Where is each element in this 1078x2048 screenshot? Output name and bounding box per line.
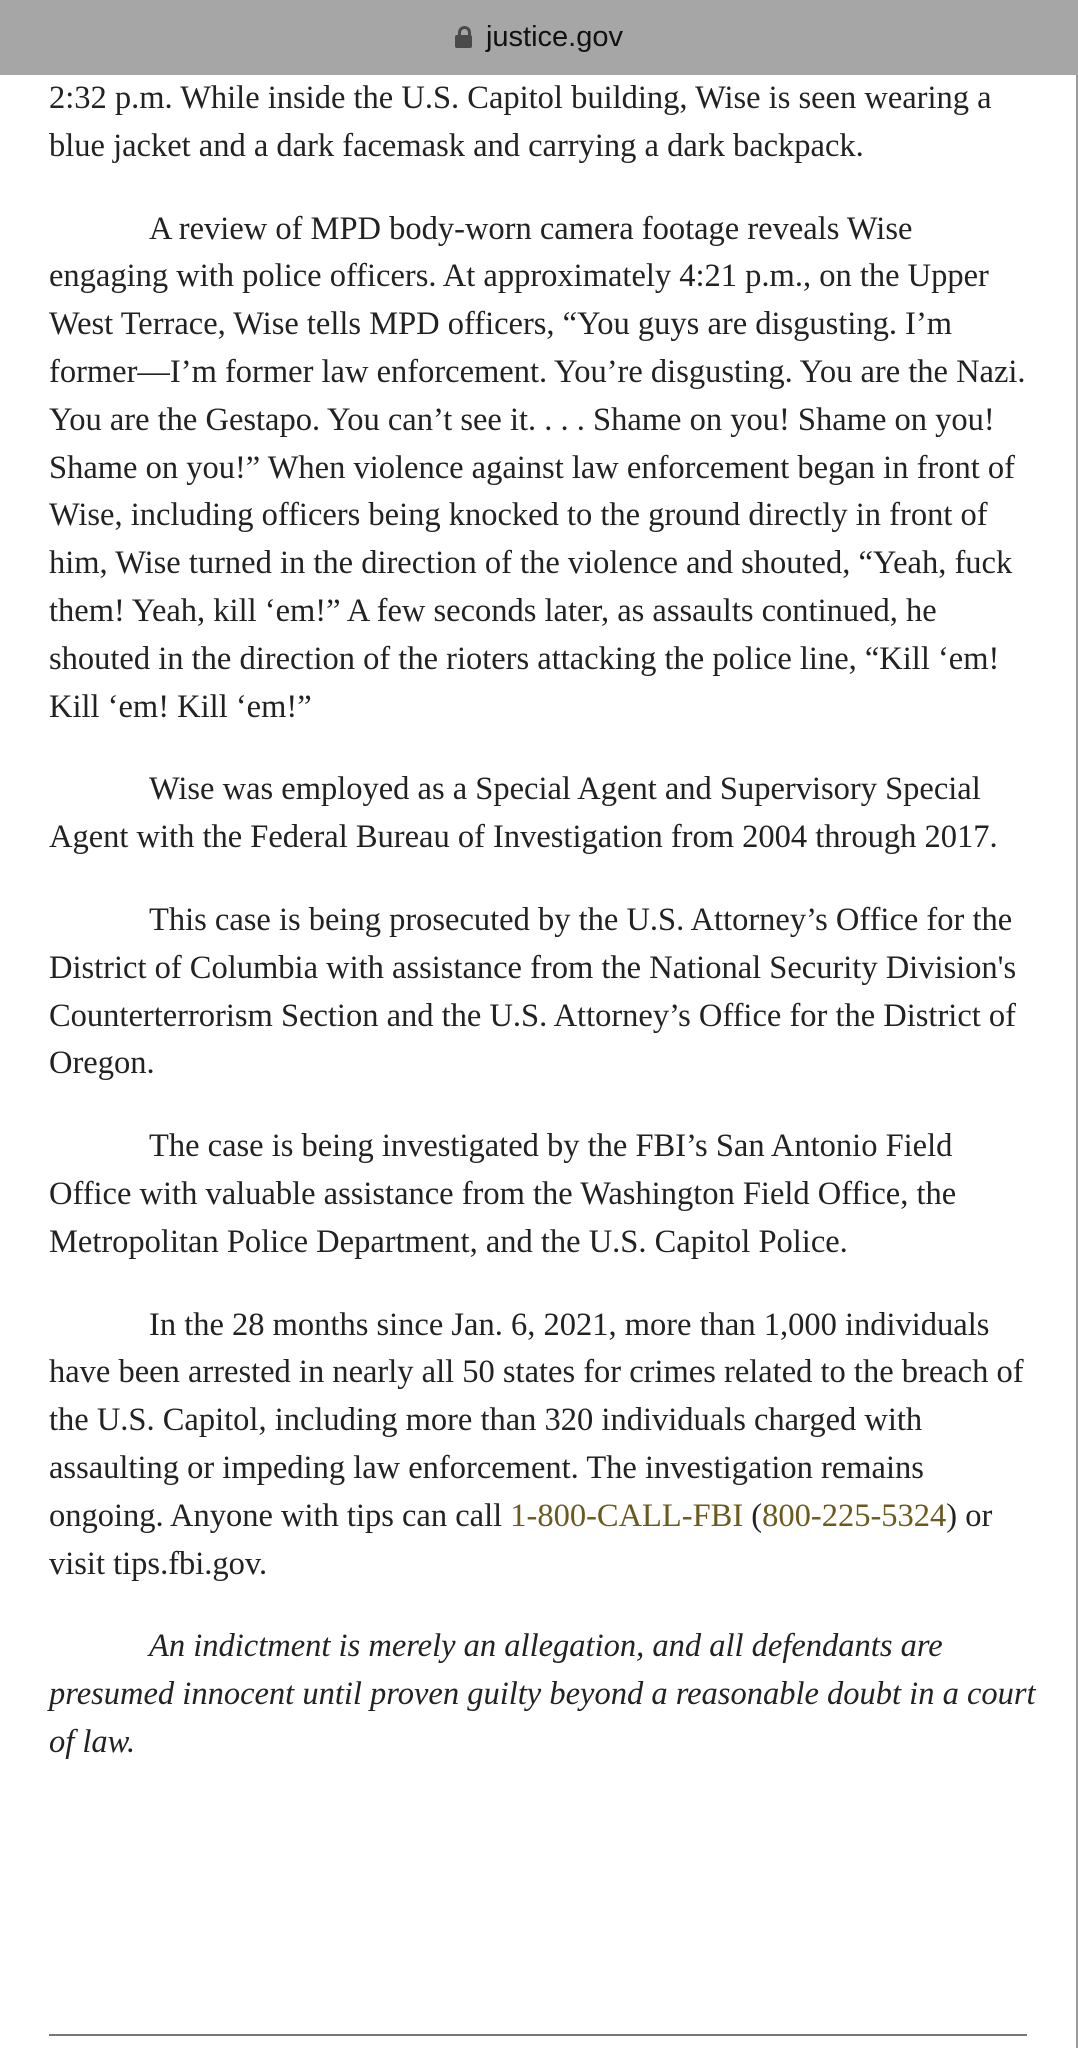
article-paragraph: The case is being investigated by the FBI’s San Antonio Field Office with valuable assistance from the Washington Field Office, the Metropolitan Police Department, and the U.S. Capitol Police. <box>49 1128 957 1260</box>
lock-icon <box>455 26 472 48</box>
tips-text: In the 28 months since Jan. 6, 2021, more than 1,000 individuals have been arrested in nearly all 50 states for crimes related to the breach of the U.S. Capitol, including more than 320 individuals charged with assaulting or impeding law enforcement. The investigation remains ongoing. Anyone with tips can call <box>49 1306 1024 1534</box>
address-bar[interactable] <box>0 0 1078 75</box>
tips-text-mid: ( <box>743 1497 763 1534</box>
article-paragraph-tips <box>49 1302 1039 1589</box>
article-paragraph: A review of MPD body-worn camera footage reveals Wise engaging with police officers. At approximately 4:21 p.m., on the Upper West Terrace, Wise tells MPD officers, “You guys are disgusting. I’m former—I’m former law enforcement. You’re disgusting. You are the Nazi. You are the Gestapo. You can’t see it. . . . Shame on you! Shame on you! Shame on you!” When violence against law enforcement began in front of Wise, including officers being knocked to the ground directly in front of him, Wise turned in the direction of the violence and shouted, “Yeah, fuck them! Yeah, kill ‘em!” A few seconds later, as assaults continued, he shouted in the direction of the rioters attacking the police line, “Kill ‘em! Kill ‘em! Kill ‘em!” <box>49 210 1026 725</box>
address-domain[interactable]: justice.gov <box>485 21 623 53</box>
article-paragraph: 2:32 p.m. While inside the U.S. Capitol building, Wise is seen wearing a blue jacket and a dark facemask and carrying a dark backpack. <box>49 80 992 164</box>
divider <box>49 2034 1027 2036</box>
fbi-number-link[interactable]: 800-225-5324 <box>762 1497 947 1534</box>
fbi-phone-link[interactable]: 1-800-CALL-FBI <box>510 1497 744 1534</box>
article-paragraph: Wise was employed as a Special Agent and Supervisory Special Agent with the Federal Bureau of Investigation from 2004 through 2017. <box>49 771 998 856</box>
tips-text-end: ) or visit tips.fbi.gov. <box>49 1497 993 1582</box>
indictment-disclaimer: An indictment is merely an allegation, and all defendants are presumed innocent until proven guilty beyond a reasonable doubt in a court of law. <box>49 1628 1036 1760</box>
article-body <box>49 75 1039 1802</box>
article-paragraph: This case is being prosecuted by the U.S. Attorney’s Office for the District of Columbia with assistance from the National Security Division's Counterterrorism Section and the U.S. Attorney’s Office for the District of Oregon. <box>49 901 1017 1082</box>
